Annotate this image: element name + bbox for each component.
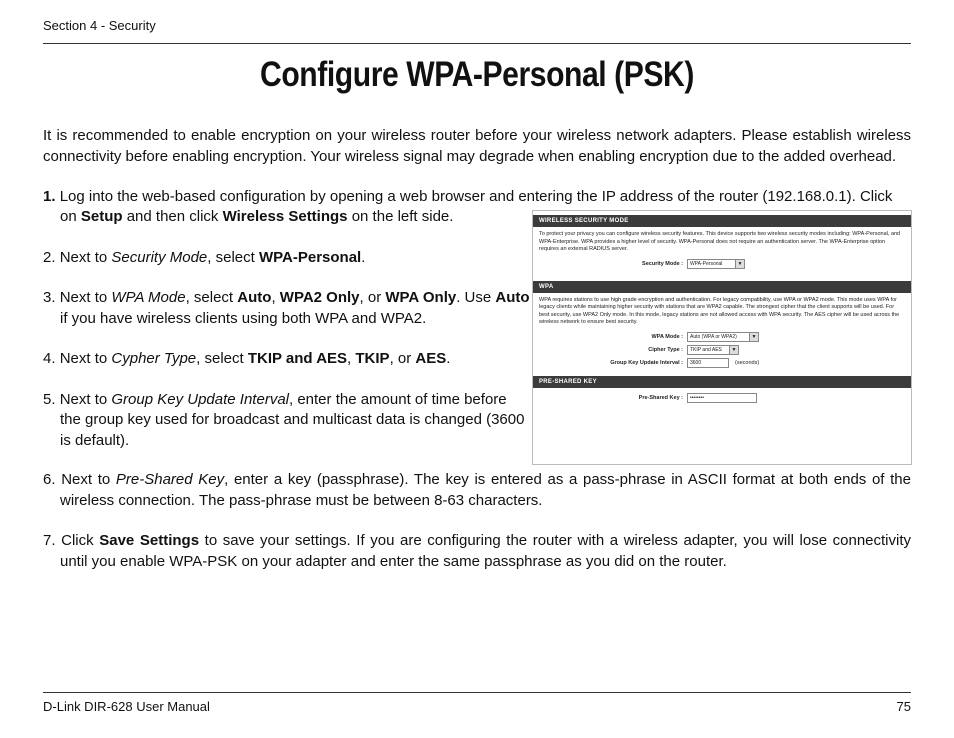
step-text: on the left side. xyxy=(351,208,454,225)
step-text: , xyxy=(271,289,276,306)
step-text: . Use xyxy=(456,289,492,306)
security-mode-row xyxy=(533,258,911,271)
page-number: 75 xyxy=(896,699,911,714)
step-text: , enter the amount of time before xyxy=(289,391,507,408)
wpa-mode-row xyxy=(533,331,911,344)
step-7 xyxy=(43,531,911,572)
step-text: , select xyxy=(196,350,244,367)
chevron-down-icon: ▼ xyxy=(729,346,738,354)
term-wpa-personal: WPA-Personal xyxy=(258,249,362,266)
term-save-settings: Save Settings xyxy=(99,532,200,549)
step-6 xyxy=(43,470,911,511)
seconds-unit: (seconds) xyxy=(735,360,760,366)
group-key-interval-label: Group Key Update Interval : xyxy=(610,360,683,366)
wireless-security-mode-description: To protect your privacy you can configure wireless security features. This device supports two wireless security modes including: WPA-Personal, and WPA-Enterprise. WPA provides a higher level of security. WPA-Personal does not require an authentication server. The WPA-Enterprise option requires an external RADIUS server. xyxy=(539,231,901,252)
step-text: , or xyxy=(389,350,412,367)
step-number: 1. xyxy=(43,188,56,205)
term-auto: Auto xyxy=(237,289,272,306)
term-wireless-settings: Wireless Settings xyxy=(222,208,348,225)
step-number: 6. xyxy=(43,471,56,488)
step-text: Next to xyxy=(59,289,108,306)
wpa-mode-value: Auto (WPA or WPA2) xyxy=(690,334,737,340)
step-text: Next to xyxy=(61,471,111,488)
term-wpa2-only: WPA2 Only xyxy=(279,289,360,306)
term-aes: AES xyxy=(415,350,447,367)
term-tkip: TKIP xyxy=(355,350,390,367)
term-security-mode: Security Mode xyxy=(111,249,208,266)
wireless-security-mode-header: WIRELESS SECURITY MODE xyxy=(533,215,911,227)
group-key-interval-row xyxy=(533,357,911,370)
wpa-header: WPA xyxy=(533,281,911,293)
step-text: Next to xyxy=(59,350,108,367)
step-number: 4. xyxy=(43,350,56,367)
step-4 xyxy=(43,349,450,370)
step-number: 7. xyxy=(43,532,56,549)
router-settings-screenshot xyxy=(532,210,912,465)
term-wpa-only: WPA Only xyxy=(385,289,457,306)
pre-shared-key-header: PRE-SHARED KEY xyxy=(533,376,911,388)
term-cypher-type: Cypher Type xyxy=(111,350,197,367)
security-mode-value: WPA-Personal xyxy=(690,261,723,267)
cipher-type-value: TKIP and AES xyxy=(690,347,722,353)
group-key-interval-input[interactable]: 3600 xyxy=(687,358,729,368)
step-1-cont xyxy=(60,207,453,228)
chevron-down-icon: ▼ xyxy=(735,260,744,268)
security-mode-select[interactable] xyxy=(687,259,745,269)
step-2 xyxy=(43,248,365,269)
step-text: , or xyxy=(359,289,382,306)
cipher-type-row xyxy=(533,344,911,357)
step-text: Log into the web-based configuration by opening a web browser and entering the IP address of the router (192.168.0.1). Click xyxy=(59,188,893,205)
chevron-down-icon: ▼ xyxy=(749,333,758,341)
step-5-cont: the group key used for broadcast and multicast data is changed (3600 xyxy=(60,411,525,428)
step-text: Next to xyxy=(59,391,108,408)
security-mode-label: Security Mode : xyxy=(642,261,683,267)
wpa-mode-select[interactable] xyxy=(687,332,759,342)
step-number: 3. xyxy=(43,289,56,306)
term-setup: Setup xyxy=(80,208,123,225)
cipher-type-label: Cipher Type : xyxy=(648,347,683,353)
step-text: . xyxy=(361,249,366,266)
step-text: , select xyxy=(185,289,234,306)
step-text: , select xyxy=(207,249,255,266)
footer-divider xyxy=(43,692,911,693)
section-header: Section 4 - Security xyxy=(43,18,156,33)
step-3 xyxy=(43,288,530,309)
intro-paragraph: It is recommended to enable encryption on your wireless router before your wireless network adapters. Please establish wireless connectivity before enabling encryption. Your wireless signal may degrade when enabling encryption due to the added overhead. xyxy=(43,127,911,165)
term-wpa-mode: WPA Mode xyxy=(111,289,186,306)
term-auto: Auto xyxy=(495,289,530,306)
step-text: , enter a key (passphrase). The key is entered as a pass-phrase in ASCII format at both ends of the wireless connection. The pass-phrase must be between 8-63 characters. xyxy=(60,471,911,509)
footer-manual-title: D-Link DIR-628 User Manual xyxy=(43,699,210,714)
step-text: and then click xyxy=(126,208,219,225)
step-text: Next to xyxy=(59,249,108,266)
pre-shared-key-row xyxy=(533,392,911,405)
term-group-key-update-interval: Group Key Update Interval xyxy=(111,391,289,408)
page-title: Configure WPA-Personal (PSK) xyxy=(260,55,694,94)
step-number: 5. xyxy=(43,391,56,408)
step-number: 2. xyxy=(43,249,56,266)
cipher-type-select[interactable] xyxy=(687,345,739,355)
step-text: , xyxy=(347,350,352,367)
pre-shared-key-label: Pre-Shared Key : xyxy=(638,395,683,401)
step-text: to save your settings. If you are configuring the router with a wireless adapter, you will lose connectivity until you enable WPA-PSK on your adapter and enter the same passphrase as you did on the router. xyxy=(60,532,912,570)
header-divider xyxy=(43,43,911,44)
step-text: . xyxy=(446,350,451,367)
term-tkip-and-aes: TKIP and AES xyxy=(247,350,348,367)
step-3-cont: if you have wireless clients using both WPA and WPA2. xyxy=(60,310,427,327)
step-text: on xyxy=(60,208,77,225)
term-pre-shared-key: Pre-Shared Key xyxy=(115,471,225,488)
pre-shared-key-input[interactable]: •••••••• xyxy=(687,393,757,403)
wpa-description: WPA requires stations to use high grade encryption and authentication. For legacy compatibility, use WPA or WPA2 mode. This mode uses WPA for legacy clients while maintaining higher security with stations that are WPA2 capable. The strongest cipher that the client supports will be used. For best security, use WPA2 Only mode. In this mode, legacy stations are not allowed access with WPA security. The AES cipher will be used across the wireless network to ensure best security. xyxy=(539,296,900,325)
step-5-cont2: is default). xyxy=(60,432,130,449)
step-text: Click xyxy=(61,532,94,549)
step-5 xyxy=(43,390,507,411)
wpa-mode-label: WPA Mode : xyxy=(651,334,683,340)
step-1 xyxy=(43,187,911,208)
